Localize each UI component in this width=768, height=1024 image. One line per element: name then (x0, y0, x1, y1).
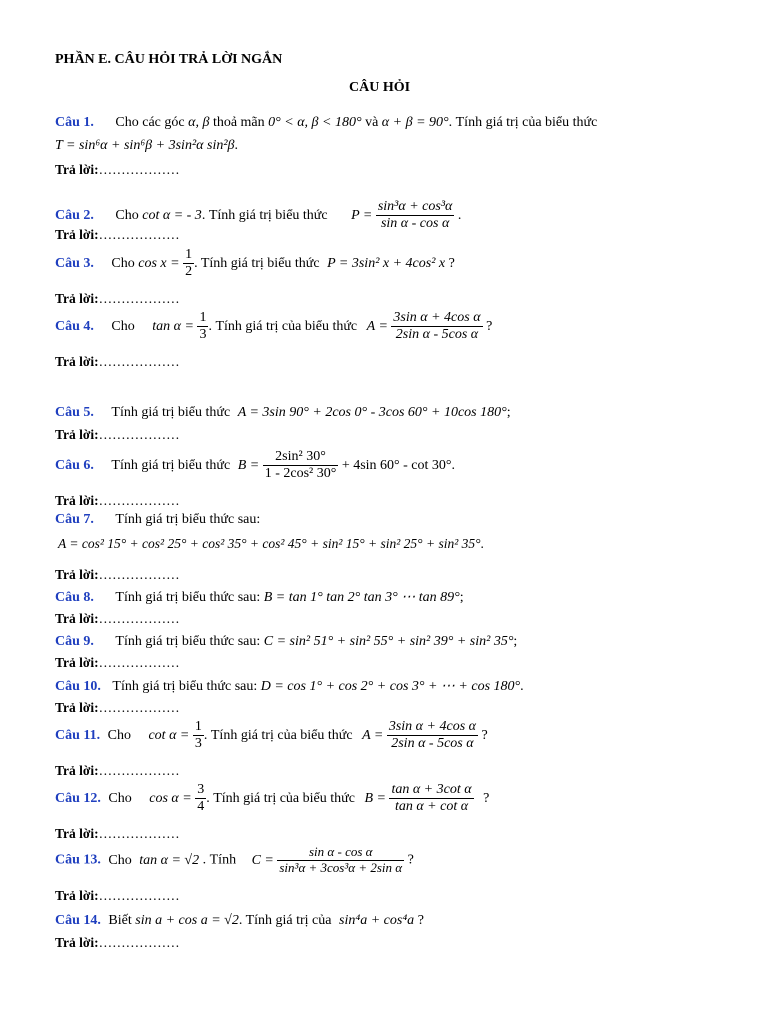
question-1: Câu 1. Cho các góc α, β thoả mãn 0° < α, β < 180° và α + β = 90°. Tính giá trị của biểu thức (55, 115, 598, 130)
question-label: Câu 8. (55, 590, 94, 605)
question-2: Câu 2. Cho cot α = - 3. Tính giá trị biểu thức P = $\frac{\text{sin³α + cos³α}}{\text{sin α - cos α}}$ . (55, 199, 462, 232)
answer-line: Trả lời:……………… (55, 826, 180, 841)
question-label: Câu 9. (55, 634, 94, 649)
answer-line: Trả lời:……………… (55, 655, 180, 670)
answer-line: Trả lời:……………… (55, 291, 180, 306)
question-5: Câu 5. Tính giá trị biểu thức A = 3sin 90° + 2cos 0° - 3cos 60° + 10cos 180°; (55, 405, 511, 420)
question-9: Câu 9. Tính giá trị biểu thức sau: C = sin² 51° + sin² 55° + sin² 39° + sin² 35°; (55, 634, 518, 649)
question-12: Câu 12. Cho cos α = $\frac{3}{4}$ . Tính giá trị của biểu thức B = $\frac{\text{tan α + 3cot α}}{\text{tan α + cot α}}$ ? (55, 782, 490, 815)
question-14: Câu 14. Biết sin a + cos a = √2. Tính giá trị của sin⁴a + cos⁴a ? (55, 913, 424, 928)
question-label: Câu 3. (55, 255, 94, 271)
question-4: Câu 4. Cho tan α = $\frac{1}{3}$ . Tính giá trị của biểu thức A = $\frac{\text{3sin α + 4cos α}}{\text{2sin α - 5cos α}}$ ? (55, 310, 493, 343)
answer-line: Trả lời:……………… (55, 354, 180, 369)
answer-line: Trả lời:……………… (55, 493, 180, 508)
subheading: CÂU HỎI (349, 80, 411, 95)
answer-line: Trả lời:……………… (55, 227, 180, 242)
question-label: Câu 12. (55, 790, 101, 806)
question-label: Câu 14. (55, 913, 101, 928)
answer-line: Trả lời:……………… (55, 567, 180, 582)
question-label: Câu 5. (55, 405, 94, 420)
question-7-expression: A = cos² 15° + cos² 25° + cos² 35° + cos² 45° + sin² 15° + sin² 25° + sin² 35°. (58, 536, 484, 551)
question-label: Câu 4. (55, 318, 94, 334)
section-heading: PHẦN E. CÂU HỎI TRẢ LỜI NGẮN (55, 52, 283, 67)
question-1-expression: T = sin⁶α + sin⁶β + 3sin²α sin²β. (55, 138, 238, 153)
question-label: Câu 10. (55, 679, 101, 694)
answer-line: Trả lời:……………… (55, 935, 180, 950)
question-label: Câu 1. (55, 115, 94, 130)
question-6: Câu 6. Tính giá trị biểu thức B = $\frac{\text{2sin² 30°}}{\text{1 - 2cos² 30°}}$ + 4sin 60° - cot 30°. (55, 449, 456, 482)
question-label: Câu 13. (55, 852, 101, 868)
question-7: Câu 7. Tính giá trị biểu thức sau: (55, 512, 261, 527)
question-11: Câu 11. Cho cot α = $\frac{1}{3}$ . Tính giá trị của biểu thức A = $\frac{\text{3sin α + 4cos α}}{\text{2sin α - 5cos α}}$ ? (55, 719, 488, 752)
answer-line: Trả lời:……………… (55, 763, 180, 778)
question-10: Câu 10. Tính giá trị biểu thức sau: D = cos 1° + cos 2° + cos 3° + ⋯ + cos 180°. (55, 679, 524, 694)
question-label: Câu 11. (55, 727, 101, 743)
answer-line: Trả lời:……………… (55, 888, 180, 903)
question-13: Câu 13. Cho tan α = √2 . Tính C = $\frac{\text{sin α - cos α}}{\text{sin³α + 3cos³α + 2sin α}}$ ? (55, 844, 414, 875)
answer-line: Trả lời:……………… (55, 700, 180, 715)
question-8: Câu 8. Tính giá trị biểu thức sau: B = tan 1° tan 2° tan 3° ⋯ tan 89°; (55, 590, 464, 605)
question-label: Câu 7. (55, 512, 94, 527)
question-3: Câu 3. Cho cos x = $\frac{1}{2}$ . Tính giá trị biểu thức P = 3sin² x + 4cos² x ? (55, 247, 455, 280)
answer-line: Trả lời:……………… (55, 611, 180, 626)
question-label: Câu 2. (55, 208, 94, 223)
answer-line: Trả lời:……………… (55, 162, 180, 177)
answer-line: Trả lời:……………… (55, 427, 180, 442)
question-label: Câu 6. (55, 457, 94, 473)
